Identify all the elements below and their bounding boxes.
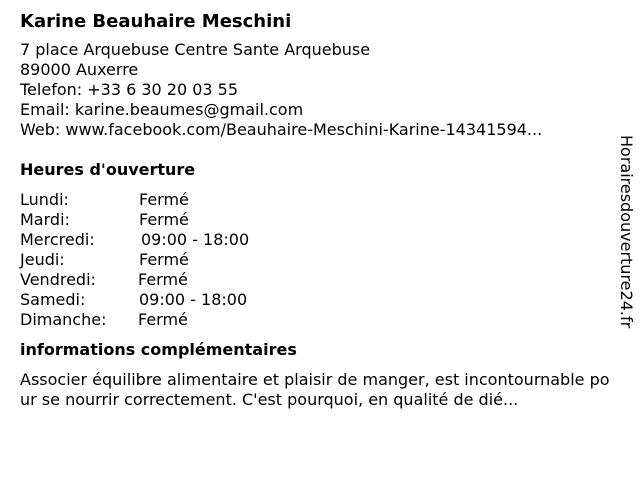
hours-heading: Heures d'ouverture (20, 160, 196, 179)
hours-row-vendredi (20, 270, 610, 290)
day-hours: 09:00 - 18:00 (139, 290, 248, 309)
email-line[interactable]: Email: karine.beaumes@gmail.com (20, 100, 304, 119)
hours-row-jeudi (20, 250, 610, 270)
hours-row-mardi (20, 210, 610, 230)
day-label: Mardi: (20, 210, 70, 229)
address-line-1: 7 place Arquebuse Centre Sante Arquebuse (20, 40, 371, 59)
hours-row-samedi (20, 290, 610, 310)
info-heading: informations complémentaires (20, 340, 297, 359)
hours-row-mercredi (20, 230, 610, 250)
business-card (20, 10, 610, 410)
spacer (20, 180, 610, 190)
web-line[interactable]: Web: www.facebook.com/Beauhaire-Meschini-Karine-14341594... (20, 120, 543, 139)
day-label: Vendredi: (20, 270, 96, 289)
spacer (20, 360, 610, 370)
business-name: Karine Beauhaire Meschini (20, 11, 292, 32)
day-label: Jeudi: (20, 250, 65, 269)
address-line-2: 89000 Auxerre (20, 60, 139, 79)
phone-line[interactable]: Telefon: +33 6 30 20 03 55 (20, 80, 239, 99)
info-text: Associer équilibre alimentaire et plaisir de manger, est incontournable pour se nourrir correctement. C'est pourquoi, en qualité de dié... (20, 370, 610, 409)
hours-row-lundi (20, 190, 610, 210)
day-hours: Fermé (139, 250, 189, 269)
spacer (20, 140, 610, 160)
day-hours: Fermé (138, 310, 188, 329)
day-hours: Fermé (139, 190, 189, 209)
day-label: Lundi: (20, 190, 69, 209)
spacer (20, 330, 610, 340)
hours-table (20, 190, 610, 330)
day-hours: Fermé (139, 210, 189, 229)
hours-row-dimanche (20, 310, 610, 330)
day-label: Samedi: (20, 290, 86, 309)
day-label: Mercredi: (20, 230, 95, 249)
day-hours: 09:00 - 18:00 (141, 230, 250, 249)
site-watermark: Horairesdouverture24.fr (617, 135, 636, 329)
day-hours: Fermé (138, 270, 188, 289)
day-label: Dimanche: (20, 310, 107, 329)
